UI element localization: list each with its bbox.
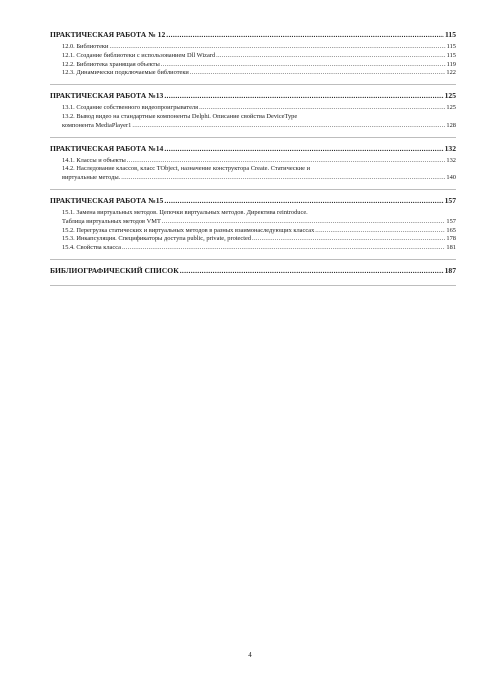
toc-entry[interactable]: [50, 61, 456, 70]
toc-entry-first-line[interactable]: 14.2. Наследование классов, класс TObject, назначение конструктора Create. Статические и: [62, 165, 311, 173]
toc-entry-page: 128: [446, 121, 456, 129]
toc-section-14: [50, 144, 456, 190]
toc-entry[interactable]: [50, 174, 456, 183]
leader-dots: [161, 61, 446, 70]
toc-heading[interactable]: [50, 196, 456, 206]
toc-entry-page: 157: [446, 217, 456, 225]
toc-entry-label: 14.1. Классы и объекты: [62, 156, 126, 164]
toc-entry-label: 13.1. Создание собственного видеопроигрывателя: [62, 104, 199, 112]
toc-entry-label: 15.3. Инкапсуляция. Спецификаторы доступа public, private, protected: [62, 235, 252, 243]
toc-entry-label: 12.1. Создание библиотеки с использованием Dll Wizard: [62, 51, 216, 59]
leader-dots: [166, 30, 444, 40]
toc-heading[interactable]: [50, 91, 456, 101]
toc-entry-label: Таблица виртуальных методов VMT: [62, 217, 161, 225]
toc-heading-page: 187: [444, 265, 456, 275]
toc-entry-page: 122: [446, 69, 456, 77]
leader-dots: [132, 122, 445, 131]
toc-entry[interactable]: [50, 122, 456, 131]
toc-heading[interactable]: [50, 144, 456, 154]
toc-entry-label: 12.3. Динамически подключаемые библиотеки: [62, 69, 189, 77]
toc-entry[interactable]: [50, 157, 456, 166]
toc-entry[interactable]: [50, 69, 456, 78]
toc-heading-page: 132: [444, 143, 456, 153]
leader-dots: [199, 104, 445, 113]
toc-entry-page: 115: [446, 51, 456, 59]
toc-entry[interactable]: [50, 227, 456, 236]
toc-section-12: [50, 30, 456, 85]
toc-heading[interactable]: [50, 30, 456, 40]
toc-entry-page: 115: [446, 43, 456, 50]
toc-entry-page: 165: [446, 226, 456, 234]
leader-dots: [180, 266, 444, 276]
toc-heading[interactable]: [50, 266, 456, 276]
toc-heading-page: 115: [445, 30, 456, 39]
toc-heading-title: БИБЛИОГРАФИЧЕСКИЙ СПИСОК: [50, 265, 179, 275]
toc-section-bibliography: [50, 266, 456, 286]
leader-dots: [164, 144, 443, 154]
toc-heading-title: ПРАКТИЧЕСКАЯ РАБОТА № 12: [50, 30, 166, 39]
page-number: 4: [248, 651, 252, 659]
leader-dots: [190, 69, 446, 78]
toc-entry-page: 140: [446, 174, 456, 182]
toc-entry[interactable]: [50, 244, 456, 253]
toc-heading-title: ПРАКТИЧЕСКАЯ РАБОТА №13: [50, 91, 164, 101]
toc-entry-label: 15.4. Свойства класса: [62, 244, 121, 252]
toc-entry-label: компонента MediaPlayer1: [62, 121, 132, 129]
toc-entry-label: 15.2. Перегрузка статических и виртуальных методов в разных взаимонаследующих классах: [62, 226, 315, 234]
toc-entry-page: 181: [446, 244, 456, 252]
toc-entry[interactable]: [50, 235, 456, 244]
toc-entry[interactable]: [50, 218, 456, 227]
toc-heading-page: 125: [444, 91, 456, 101]
leader-dots: [164, 91, 443, 101]
toc-entry-label: 12.2. Библиотека хранящая объекты: [62, 60, 160, 68]
toc-heading-page: 157: [444, 195, 456, 205]
toc-entry-first-line[interactable]: 13.2. Вывод видео на стандартные компоненты Delphi. Описание свойства DeviceType: [62, 112, 298, 120]
toc-entry-page: 125: [446, 104, 456, 112]
toc-entry[interactable]: [50, 104, 456, 113]
leader-dots: [162, 218, 446, 227]
toc-entry-label: 12.0. Библиотеки: [62, 43, 109, 50]
toc-entry-first-line[interactable]: 15.1. Замена виртуальных методов. Цепочки виртуальных методов. Директива reintroduce.: [62, 208, 308, 216]
toc-section-15: [50, 196, 456, 260]
table-of-contents: [50, 30, 456, 292]
toc-entry[interactable]: [50, 52, 456, 61]
leader-dots: [122, 244, 445, 253]
toc-entry-page: 132: [446, 156, 456, 164]
toc-heading-title: ПРАКТИЧЕСКАЯ РАБОТА №15: [50, 195, 164, 205]
leader-dots: [216, 52, 446, 61]
toc-heading-title: ПРАКТИЧЕСКАЯ РАБОТА №14: [50, 143, 164, 153]
toc-entry-page: 178: [446, 235, 456, 243]
leader-dots: [315, 227, 445, 236]
toc-entry-page: 119: [446, 60, 456, 68]
leader-dots: [127, 157, 446, 166]
leader-dots: [109, 43, 445, 52]
toc-section-13: [50, 91, 456, 137]
leader-dots: [252, 235, 445, 244]
leader-dots: [164, 196, 443, 206]
toc-entry-label: виртуальные методы.: [62, 174, 121, 182]
toc-entry[interactable]: [50, 43, 456, 52]
leader-dots: [121, 174, 445, 183]
